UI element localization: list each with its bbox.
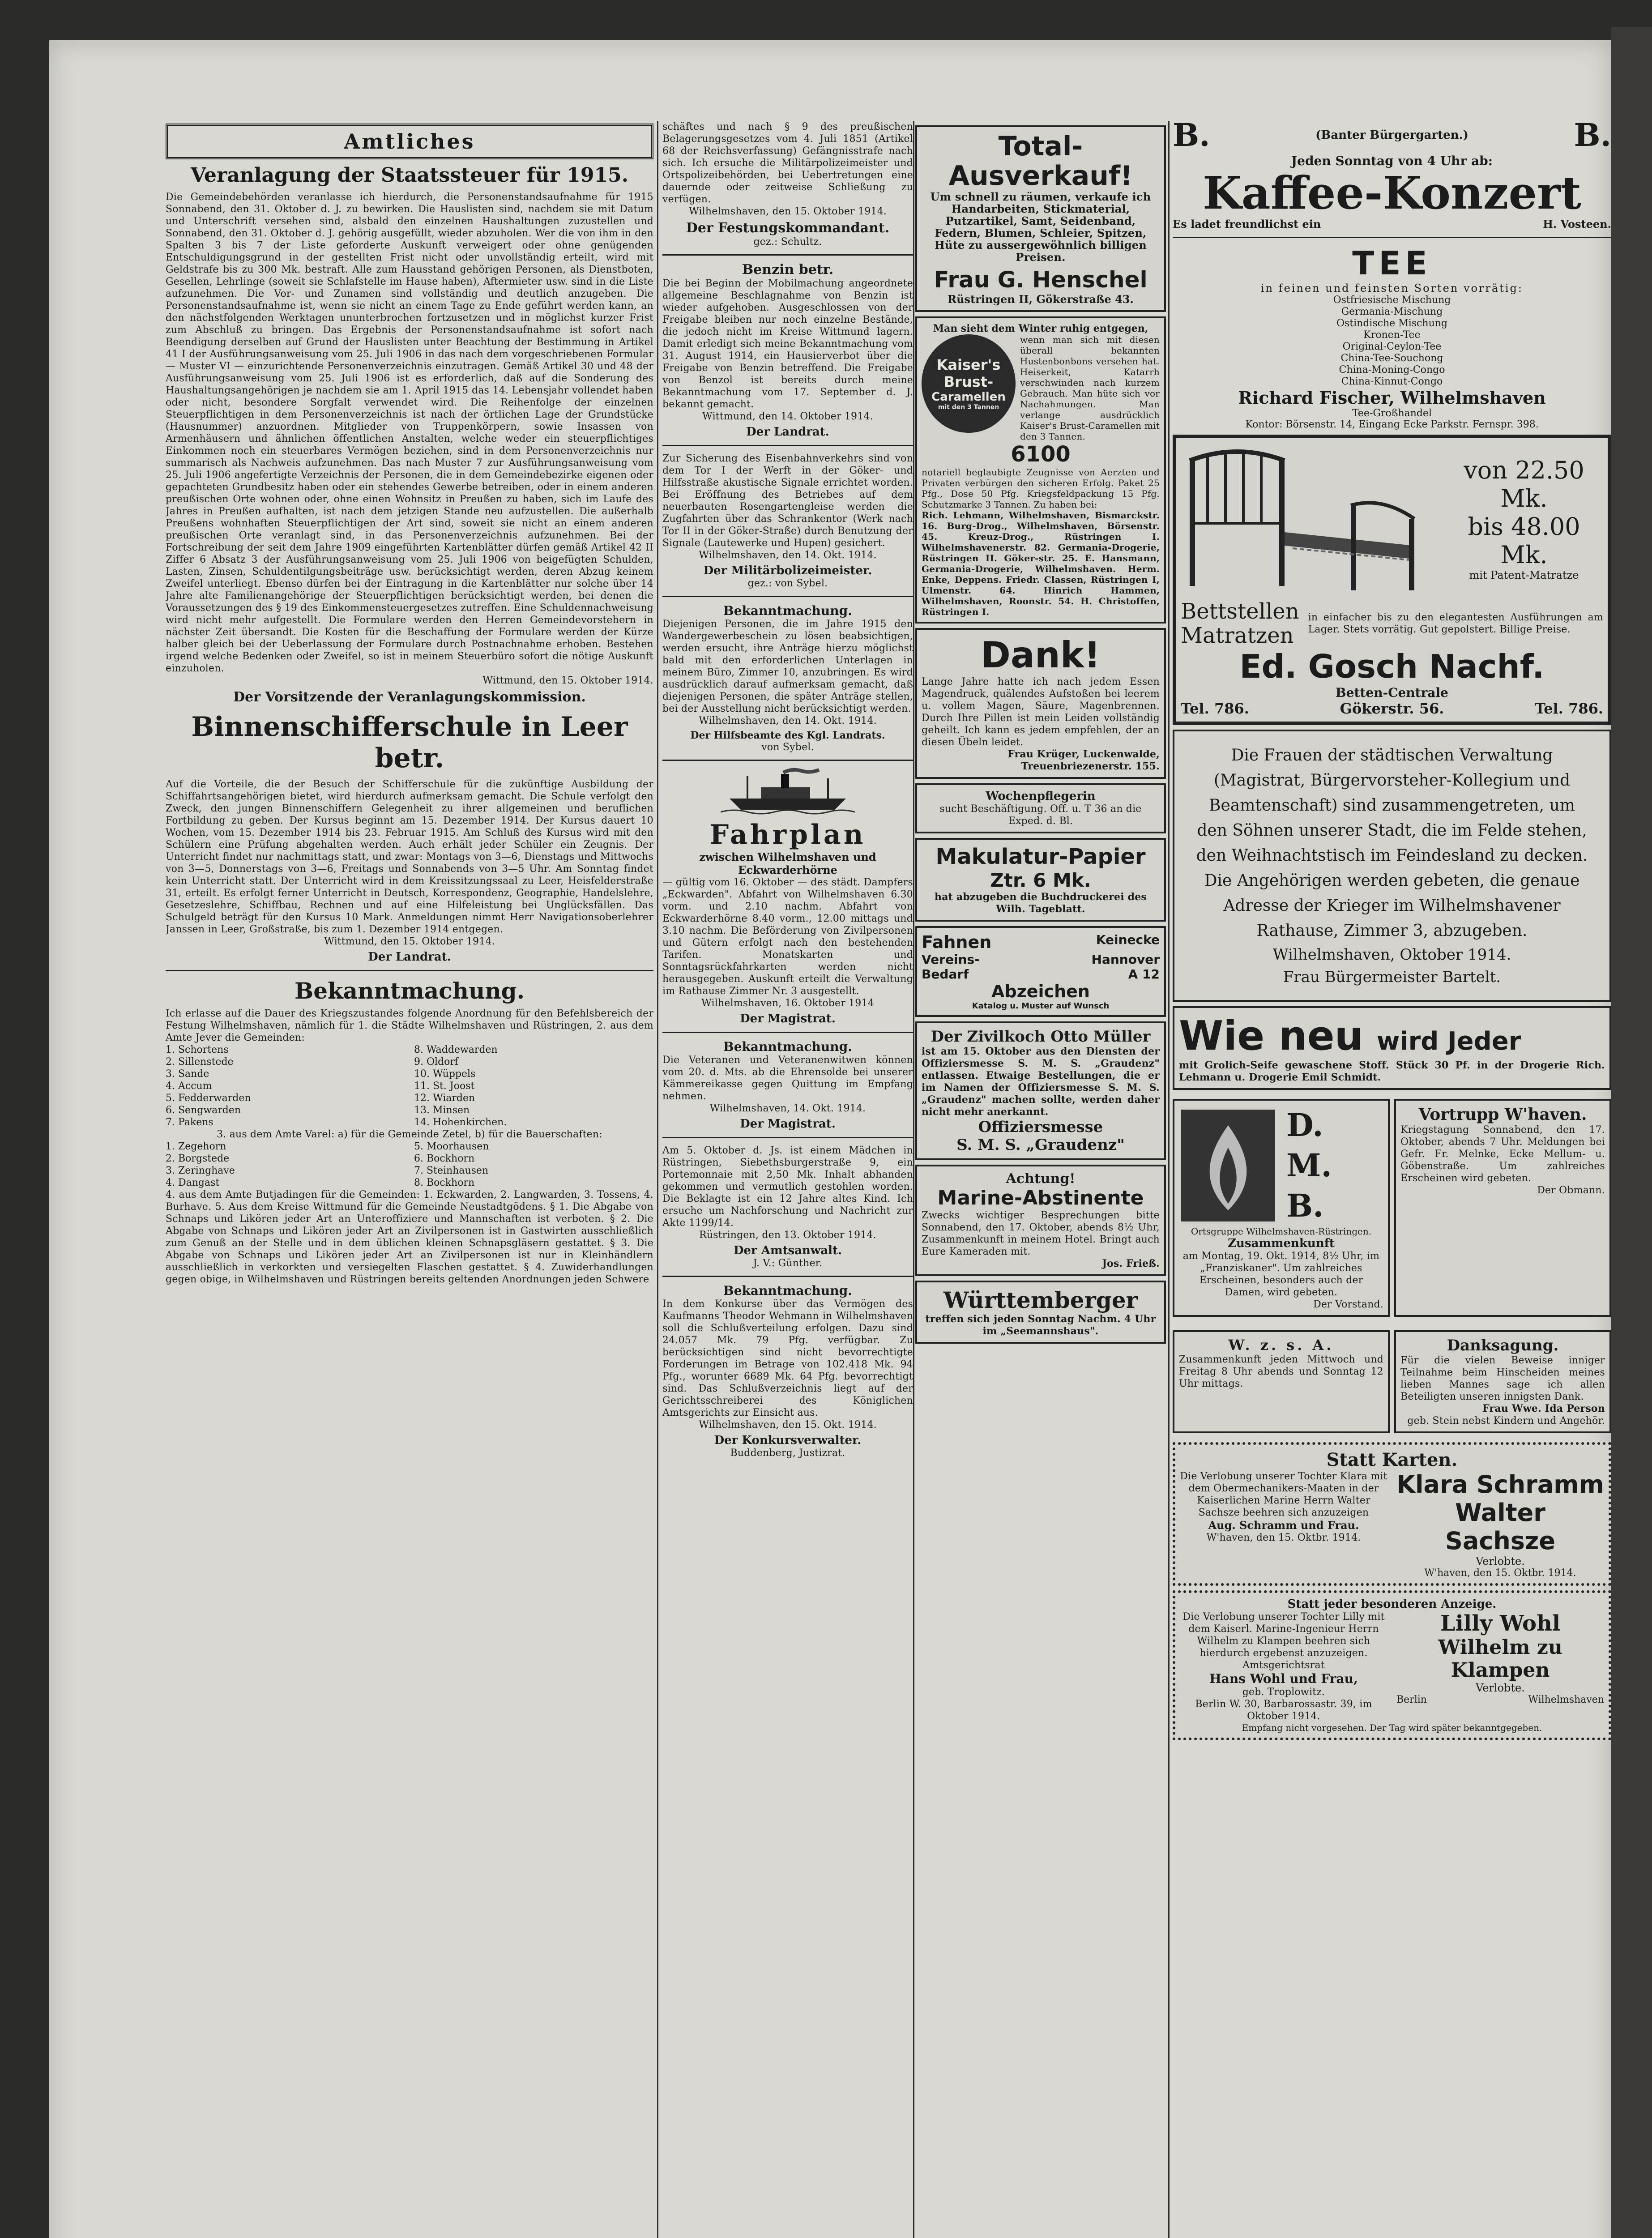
article-signature: von Sybel.	[761, 742, 814, 753]
column-3	[915, 121, 1166, 1348]
article-date: Wilhelmshaven, den 14. Okt. 1914.	[699, 550, 877, 561]
ad-line: Keinecke	[1096, 932, 1160, 947]
ad-statt-jeder-anzeige	[1173, 1590, 1611, 1740]
article-body: Am 5. Oktober d. Js. ist einem Mädchen in Rüstringen, Siebethsburgerstraße 9, ein Portemonnaie mit 2,50 Mk. Inhalt abhanden gekommen und vermutlich gestohlen worden. Die Beklagte ist ein 12 Jahre altes Kind. Ich ersuche um Nachforschung und Nachricht zur Akte 1199/14.	[662, 1145, 913, 1229]
ad-title: Dank!	[981, 634, 1101, 676]
article-body: Die bei Beginn der Mobilmachung angeordnete allgemeine Beschlagnahme von Benzin ist wieder aufgehoben. Ausgeschlossen von der Freigabe bleiben nur noch einzelne Bestände, die jedoch nicht im Kreise Wittmund lagern. Damit erledigt sich meine Bekanntmachung vom 31. August 1914, ein Hausierverbot über die Freigabe von Benzin betreffend. Die Freigabe von Benzol ist bereits durch meine Bekanntmachung vom 17. September d. J. bekannt gemacht.	[662, 278, 913, 410]
ad-letter: B.	[1574, 116, 1611, 154]
ad-body: Zusammenkunft jeden Mittwoch und Freitag 8 Uhr abends und Sonntag 12 Uhr mittags.	[1179, 1354, 1383, 1389]
article-date: Wittmund, den 15. Oktober 1914.	[482, 675, 653, 686]
ad-dealer-list: Rich. Lehmann, Wilhelmshaven, Bismarckstr. 16. Burg-Drog., Wilhelmshaven, Börsenstr. 45. Kreuz-Drog., Rüstringen I. Wilhelmshavenerstr. 82. Germania-Drogerie, Rüstringen II. Göker-str. 25. E. Hansmann, Germania-Drogerie, Wilhelmshaven. Herm. Enke, Deppens. Friedr. Classen, Rüstringen I, Ulmenstr. 64. Hinrich Hammen, Wilhelmshaven, Roonstr. 54. H. Christoffen, Rüstringen I.	[922, 510, 1160, 617]
ad-firm-name: Richard Fischer, Wilhelmshaven	[1238, 388, 1546, 408]
ad-dmb	[1173, 1099, 1390, 1317]
ad-kaisers-brust-caramellen	[915, 316, 1166, 624]
ad-title: Statt Karten.	[1326, 1449, 1458, 1470]
article-body: 3. aus dem Amte Varel: a) für die Gemeinde Zetel, b) für die Bauerschaften:	[217, 1129, 602, 1140]
article-signature: Der Landrat.	[368, 950, 451, 964]
ad-parents: geb. Troplowitz.	[1242, 1687, 1325, 1698]
ad-date: W'haven, den 15. Oktbr. 1914.	[1206, 1532, 1361, 1543]
article-title: Bekanntmachung.	[723, 1039, 852, 1054]
ad-danksagung	[1394, 1330, 1611, 1433]
divider	[662, 254, 913, 256]
article-title: Bekanntmachung.	[294, 978, 525, 1004]
article-date: Wilhelmshaven, 16. Oktober 1914	[701, 998, 874, 1009]
ad-subtitle: Tee-Großhandel	[1352, 408, 1432, 419]
ad-signature: geb. Stein nebst Kindern und Angehör.	[1407, 1415, 1605, 1427]
dmb-letter: B.	[1286, 1187, 1324, 1224]
notice-body: Die Frauen der städtischen Verwaltung (Magistrat, Bürgervorsteher-Kollegium und Beamtenschaft) sind zusammengetreten, um den Söhnen unserer Stadt, die im Felde stehen, den Weihnachtstisch im Feindesland zu decken. Die Angehörigen werden gebeten, die genaue Adresse der Krieger im Wilhelmshavener Rathause, Zimmer 3, abzugeben.	[1196, 746, 1588, 940]
ad-signature: Der Obmann.	[1537, 1185, 1605, 1196]
municipality-list	[166, 1044, 653, 1128]
ad-headline: Achtung!	[1006, 1171, 1076, 1187]
article-date: Wilhelmshaven, den 15. Okt. 1914.	[699, 1419, 877, 1431]
list-item: 4. Accum	[166, 1081, 212, 1092]
ad-word: Matratzen	[1181, 623, 1294, 648]
ad-signature: Frau Krüger, Luckenwalde, Treuenbriezenerstr. 155.	[1007, 748, 1160, 772]
ad-body: am Montag, 19. Okt. 1914, 8½ Uhr, im „Franziskaner". Um zahlreiches Erscheinen, besonders auch der Damen, wird gebeten.	[1182, 1251, 1380, 1298]
ad-title: Makulatur-Papier	[935, 844, 1146, 869]
ad-invite: Es ladet freundlichst ein	[1173, 218, 1321, 231]
ad-subtitle: Betten-Centrale	[1336, 685, 1448, 700]
ad-body: notariell beglaubigte Zeugnisse von Aerzten und Privaten verbürgen den sicheren Erfolg. Paket 25 Pfg., Dose 50 Pfg. Kriegsfeldpackung 15 Pfg. Schutzmarke 3 Tannen. Zu haben bei:	[922, 467, 1160, 510]
list-item: 3. Sande	[166, 1068, 209, 1080]
column-1	[166, 121, 653, 1286]
article-title: Veranlagung der Staatssteuer für 1915.	[190, 164, 629, 187]
ad-vortrupp	[1394, 1099, 1611, 1317]
tea-list	[1173, 295, 1611, 388]
ad-statt-karten	[1173, 1442, 1611, 1586]
ad-title: Total-Ausverkauf!	[948, 131, 1133, 192]
list-item: 6. Bockhorn	[414, 1153, 475, 1164]
list-item: 8. Waddewarden	[414, 1044, 498, 1055]
ad-line: Katalog u. Muster auf Wunsch	[972, 1001, 1110, 1011]
ad-body: hat abzugeben die Buchdruckerei des Wilh. Tageblatt.	[935, 891, 1147, 915]
divider	[662, 596, 913, 597]
ad-headline: Statt jeder besonderen Anzeige.	[1287, 1597, 1497, 1611]
divider	[662, 1032, 913, 1033]
ad-signature: Frau Wwe. Ida Person	[1482, 1403, 1605, 1414]
article-title: Benzin betr.	[742, 262, 834, 278]
article-signature: Der Hilfsbeamte des Kgl. Landrats.	[690, 730, 885, 741]
ad-body: Für die vielen Beweise inniger Teilnahme beim Hinscheiden meines lieben Mannes sage ich allen Beteiligten unseren innigsten Dank.	[1400, 1355, 1605, 1402]
ad-parents: Aug. Schramm und Frau.	[1208, 1519, 1359, 1532]
article-signature: gez.: von Sybel.	[747, 578, 828, 589]
ad-subtitle: Jeden Sonntag von 4 Uhr ab:	[1291, 154, 1493, 168]
ad-label: Verlobte.	[1476, 1555, 1525, 1567]
ad-zivilkoch	[915, 1021, 1166, 1160]
divider	[662, 760, 913, 761]
tea-item: China-Kinnut-Congo	[1341, 376, 1443, 387]
list-item: 4. Dangast	[166, 1177, 220, 1188]
ad-line: Bedarf	[922, 967, 969, 982]
ad-address: Gökerstr. 56.	[1340, 700, 1444, 717]
ad-subtitle: Ortsgruppe Wilhelmshaven-Rüstringen.	[1191, 1226, 1372, 1237]
ad-name: Walter Sachsze	[1445, 1499, 1555, 1555]
kaisers-logo-icon: Kaiser's Brust- Caramellen mit den 3 Tannen	[922, 334, 1016, 433]
ad-title: Württemberger	[943, 1287, 1138, 1313]
ad-headline: Zusammenkunft	[1228, 1237, 1335, 1250]
ad-kaffee-konzert	[1173, 116, 1611, 231]
list-item: 2. Sillenstede	[166, 1056, 234, 1068]
article-signature: Der Magistrat.	[740, 1117, 836, 1131]
list-item: 8. Bockhorn	[414, 1177, 475, 1188]
ad-name: Wilhelm zu Klampen	[1438, 1636, 1562, 1682]
article-date: Wilhelmshaven, den 14. Okt. 1914.	[699, 715, 877, 726]
ad-number: 6100	[1011, 442, 1071, 467]
article-signature: Der Konkursverwalter.	[714, 1434, 862, 1447]
ad-title: Marine-Abstinente	[937, 1187, 1144, 1209]
article-body: 4. aus dem Amte Butjadingen für die Gemeinden: 1. Eckwarden, 2. Langwarden, 3. Tossens, 4. Burhave. 5. Aus dem Kreise Wittmund für die Gemeinde Neustadtgödens. § 1. Die Abgabe von Schnaps und Likören jeder Art an Unteroffiziere und Mannschaften ist verboten. § 2. Die Abgabe von Schnaps und Likören jeder Art an Zivilpersonen ist in Gastwirten ausschließlich zum Genuß an der Stelle und in dem üblichen kleinen Schnapsgläsern gestattet. § 3. Die Abgabe von Schnaps und Likören jeder Art an Zivilpersonen ist nur in Kleinhändlern ausschließlich in verkorkten und versiegelten Flaschen gestattet. § 4. Zuwiderhandlungen gegen obige, in Wilhelmshaven und Rüstringen bereits geltenden Anordnungen jeden Schwere	[166, 1189, 653, 1285]
ad-note: mit Patent-Matratze	[1469, 569, 1579, 581]
ad-address: Rüstringen II, Gökerstraße 43.	[948, 293, 1134, 306]
tea-item: Ostindische Mischung	[1336, 318, 1448, 329]
ad-signature: Offiziersmesse	[978, 1118, 1103, 1136]
list-item: 1. Schortens	[166, 1044, 229, 1055]
list-item: 7. Steinhausen	[414, 1165, 489, 1176]
list-item: 2. Borgstede	[166, 1153, 230, 1164]
ad-wuerttemberger	[915, 1281, 1166, 1344]
ad-title: Wie neu	[1179, 1012, 1363, 1059]
ad-dank	[915, 628, 1166, 779]
ad-line: A 12	[1128, 967, 1160, 982]
article-signature: Der Amtsanwalt.	[733, 1244, 842, 1257]
list-item: 10. Wüppels	[414, 1068, 476, 1080]
tea-item: China-Tee-Souchong	[1340, 353, 1443, 364]
ad-wochenpflegerin	[915, 783, 1166, 833]
ad-body: ist am 15. Oktober aus den Diensten der Offiziersmesse S. M. S. „Graudenz" entlassen. Etwaige Bestellungen, die er im Namen der Offiziersmesse S. M. S. „Graudenz" machen sollte, werden daher nicht mehr anerkannt.	[922, 1046, 1160, 1118]
article-signature: Der Militärbolizeimeister.	[703, 564, 872, 577]
article-body: Ich erlasse auf die Dauer des Kriegszustandes folgende Anordnung für den Befehlsbereich der Festung Wilhelmshaven, nämlich für 1. die Städte Wilhelmshaven und Rüstringen, 2. aus dem Amte Jever die Gemeinden:	[166, 1008, 653, 1043]
list-item: 11. St. Joost	[414, 1081, 475, 1092]
ad-firm-name: Frau G. Henschel	[934, 267, 1148, 293]
dmb-letters	[1286, 1105, 1332, 1226]
ad-line: Abzeichen	[991, 982, 1090, 1001]
column-4	[1173, 116, 1611, 1745]
ad-title: Der Zivilkoch Otto Müller	[931, 1028, 1151, 1046]
ad-city: Berlin	[1396, 1694, 1427, 1705]
ad-address: Kontor: Börsenstr. 14, Eingang Ecke Parkstr. Fernspr. 398.	[1245, 419, 1539, 430]
steamship-icon	[721, 767, 855, 816]
ad-signature: S. M. S. „Graudenz"	[956, 1136, 1125, 1154]
article-body: schäftes und nach § 9 des preußischen Belagerungsgesetzes vom 4. Juli 1851 (Artikel 68 der Reichsverfassung) Gefängnisstrafe nach sich. Ich ersuche die Militärpolizeimeister und Ortspolizeibehörden, bei Uebertretungen eine dauernde oder zeitweise Schließung zu verfügen.	[662, 121, 913, 205]
ad-body: sucht Beschäftigung. Off. u. T 36 an die Exped. d. Bl.	[939, 803, 1142, 827]
ad-wzsa	[1173, 1330, 1390, 1433]
ad-title: TEE	[1352, 244, 1432, 282]
ad-signature: H. Vosteen.	[1543, 218, 1611, 231]
article-body: Auf die Vorteile, die der Besuch der Schifferschule für die zukünftige Ausbildung der Schiffahrtsangehörigen bietet, wird hierdurch aufmerksam gemacht. Die Schule verfolgt den Zweck, den jungen Binnenschiffern Gelegenheit zu ihrer allgemeinen und beruflichen Fortbildung zu geben. Der Kursus beginnt am 15. Dezember 1914. Der Kursus dauert 10 Wochen, vom 15. Dezember 1914 bis 23. Februar 1915. Am Schluß des Kursus wird mit den Schülern eine Prüfung abgehalten werden. Auch erhält jeder Schüler ein Zeugnis. Der Unterricht findet nur nachmittags statt, und zwar: Montags von 3—6, Dienstags und Mittwochs von 3—5, Donnerstags von 3—6, Freitags und Sonnabends von 3—5 Uhr. Am Sonntag findet kein Unterricht statt. Der Unterricht wird in dem Kreissitzungssaal zu Leer, Heisfelderstraße 31, erteilt. Es erfolgt ferner Unterricht in Deutsch, Korrespondenz, Geographie, Handelslehre, Gesetzeslehre, Schiffbau, Rechnen und auf eine Hilfeleistung bei Unglücksfällen. Das Schulgeld beträgt für den Kursus 10 Mark. Anmeldungen nimmt Herr Navigationsoberlehrer Janssen in Leer, Großstraße, bis zum 1. Dezember 1914 entgegen.	[166, 779, 653, 935]
article-body: Die Gemeindebehörden veranlasse ich hierdurch, die Personenstandsaufnahme für 1915 Sonnabend, den 31. Oktober d. J. zu bewirken. Die Hauslisten sind, nachdem sie mit Datum und Unterschrift versehen sind, alsbald den einzelnen Haushaltungen zuzustellen und Sonnabend, den 31. Oktober d. J. gehörig ausgefüllt, wieder abzuholen. Wer die von ihm in den Spalten 3 bis 7 der Liste geforderte Auskunft verweigert oder ohne genügenden Entschuldigungsgrund in der gestellten Frist nicht oder unvollständig erteilt, wird mit Geldstrafe bis zu 300 Mk. bestraft. Alle zum Hausstand gehörigen Personen, als Dienstboten, Gesellen, Lehrlinge (soweit sie Schlafstelle im Hause haben), Aftermieter usw. sind in die Liste aufzunehmen. Die Vor- und Zunamen sind vollständig und deutlich anzugeben. Die Personenstandsaufnahme ist, wenn sie nicht an einem Tage zu Ende geführt werden kann, an den nächstfolgenden Werktagen ununterbrochen fortzusetzen und in möglichst kurzer Frist zum Abschluß zu bringen. Das Ergebnis der Personenstandsaufnahme ist sofort nach Beendigung derselben auf Grund der Hauslisten unter Beachtung der Bestimmung in Artikel 41 I der Ausführungsanweisung vom 25. Juli 1906 in das nach dem vorgeschriebenen Formular — Muster VI — einzurichtende Personenverzeichnis einzutragen. Gemäß Artikel 30 und 48 der Ausführungsanweisung vom 25. Juli 1906 ist es erforderlich, daß auf die Sonderung des Haushaltungsangehörigen je nachdem sie am 1. April 1915 das 14. Lebensjahr vollendet haben oder nicht, besondere Sorgfalt verwendet wird. Die Reihenfolge der einzelnen Steuerpflichtigen in dem Personenverzeichnis ist nach der örtlichen Lage der Grundstücke (Hausnummer) anzuordnen. Mitglieder von Truppenkörpern, sowie Insassen von Armenhäusern und ähnlichen öffentlichen Anstalten, welche weder ein steuerpflichtiges Einkommen noch ein steuerbares Vermögen beziehen, sind in dem Personenverzeichnis nur summarisch als Nachweis aufzunehmen. Das nach Muster 7 zur Ausführungsanweisung vom 25. Juli 1906 angefertigte Verzeichnis der Personen, die in dem Gemeindebezirke eigenen oder gepachteten Grundbesitz haben oder ein stehendes Gewerbe betreiben, oder in einem anderen preußischen Orte wohnen oder, ohne einen Wohnsitz in Preußen zu haben, sich im Laufe des Jahres in Preußen aufhalten, ist nach dem jetzigen Stande neu aufzustellen. Die außerhalb Preußens wohnhaften Steuerpflichtigen der Art sind, soweit sie nicht an einem anderen preußischen Orte veranlagt sind, in das Personenverzeichnis aufzunehmen. Bei der Fortschreibung der seit dem Jahre 1909 eingeführten Kartenblätter dürfen gemäß Artikel 42 II Ziffer 6 Absatz 3 der Ausführungsanweisung vom 25. Juli 1906 von beigefügten Schulden, Lasten, Zinsen, Schuldentilgungsbeiträge usw. berücksichtigt werden, deren Abzug keinem Zweifel unterliegt. Ebenso dürfen bei der Eintragung in die Kartenblätter nur solche über 14 Jahre alte Familienangehörige der Steuerpflichtigen berücksichtigt werden, bei denen die Voraussetzungen des § 19 des Einkommensteuergesetzes zutreffen. Eine Schuldennachweisung wird nicht mehr aufgestellt. Die Formulare werden den Herren Gemeindevorstehern in nächster Zeit übersandt. Die Kosten für die Beschaffung der Formulare werden der Kürze halber gleich bei der Ueberlassung der Formulare durch Postnachnahme erhoben. Bestehen irgend welche Bedenken oder Zweifel, so ist in meinem Steuerbüro sofort die nötige Auskunft einzuholen.	[166, 192, 653, 674]
ad-makulatur	[915, 838, 1166, 922]
article-title: Bekanntmachung.	[723, 1283, 852, 1298]
article-signature: Der Vorsitzende der Veranlagungskommission.	[233, 689, 586, 705]
ad-headline: Man sieht dem Winter ruhig entgegen,	[933, 323, 1148, 334]
ad-line: Fahnen	[922, 932, 992, 952]
article-title: Fahrplan	[709, 819, 866, 850]
article-signature: Der Magistrat.	[740, 1012, 836, 1025]
ad-body: in einfacher bis zu den elegantesten Ausführungen am Lager. Stets vorrätig. Gut gepolstert. Billige Preise.	[1308, 612, 1603, 635]
tea-item: Ostfriesische Mischung	[1333, 295, 1451, 306]
ad-subtitle: Amtsgerichtsrat	[1242, 1660, 1325, 1671]
article-body: In dem Konkurse über das Vermögen des Kaufmanns Theodor Wehmann in Wilhelmshaven soll die Schlußverteilung erfolgen. Dazu sind 24.057 Mk. 79 Pfg. verfügbar. Zu berücksichtigen sind nicht bevorrechtigte Forderungen im Betrage von 102.418 Mk. 94 Pfg., worunter 6689 Mk. 64 Pfg. bevorrechtigt sind. Das Schlußverzeichnis liegt auf der Gerichtsschreiberei des Königlichen Amtsgerichts zur Einsicht aus.	[662, 1298, 913, 1418]
ad-signature: Jos. Frieß.	[1102, 1258, 1160, 1269]
ad-title: Vortrupp W'haven.	[1418, 1105, 1587, 1124]
ad-parents: Hans Wohl und Frau,	[1209, 1671, 1358, 1686]
article-title: Bekanntmachung.	[723, 603, 852, 618]
ad-title: Wochenpflegerin	[986, 790, 1096, 803]
ad-title: Danksagung.	[1447, 1337, 1559, 1354]
flame-emblem-icon	[1179, 1107, 1277, 1224]
article-date: Wilhelmshaven, 14. Okt. 1914.	[709, 1103, 866, 1114]
article-date: Wittmund, den 14. Oktober 1914.	[702, 411, 873, 422]
list-item: 3. Zeringhave	[166, 1165, 235, 1176]
ad-phone: Tel. 786.	[1535, 700, 1603, 717]
list-item: 7. Pakens	[166, 1117, 213, 1128]
ad-total-ausverkauf	[915, 125, 1166, 312]
list-item: 14. Hohenkirchen.	[414, 1117, 507, 1128]
dmb-letter: D.	[1286, 1106, 1323, 1144]
divider	[662, 445, 913, 446]
ad-body: Lange Jahre hatte ich nach jedem Essen Magendruck, quälendes Aufstoßen bei leerem u. vollem Magen, Säure, Magenbrennen. Durch Ihre Pillen ist mein Leiden vollständig geheilt. Ich kann es jedem empfehlen, der an diesen Übeln leidet.	[922, 676, 1160, 748]
list-item: 9. Oldorf	[414, 1056, 459, 1068]
article-date: Rüstringen, den 13. Oktober 1914.	[699, 1230, 876, 1241]
list-item: 5. Moorhausen	[414, 1141, 489, 1152]
ad-fahnen-keinecke	[915, 926, 1166, 1017]
article-subtitle: zwischen Wilhelmshaven und Eckwarderhörne	[699, 850, 876, 876]
column-2	[662, 121, 913, 1459]
tea-item: Original-Ceylon-Tee	[1342, 341, 1442, 352]
municipality-list	[166, 1140, 653, 1189]
tea-item: Kronen-Tee	[1363, 329, 1421, 341]
ad-signature: Der Vorstand.	[1313, 1299, 1383, 1310]
divider	[662, 1137, 913, 1138]
article-signature: Buddenberg, Justizrat.	[730, 1448, 845, 1459]
scanner-edge	[1611, 27, 1652, 2238]
ad-price: von 22.50 Mk.	[1464, 456, 1584, 513]
ad-phone: Tel. 786.	[1181, 700, 1249, 717]
divider	[662, 1276, 913, 1277]
ad-note: Empfang nicht vorgesehen. Der Tag wird später bekanntgegeben.	[1242, 1722, 1542, 1733]
article-date: Wilhelmshaven, den 15. Oktober 1914.	[688, 206, 887, 217]
ad-date: W'haven, den 15. Oktbr. 1914.	[1424, 1567, 1576, 1579]
ad-line: Vereins-	[922, 952, 980, 967]
ad-name: Lilly Wohl	[1440, 1611, 1561, 1636]
notice-date: Wilhelmshaven, Oktober 1914.	[1272, 946, 1511, 964]
notice-frauen-verwaltung	[1173, 730, 1611, 1002]
list-item: 5. Fedderwarden	[166, 1093, 251, 1104]
ad-word: Bettstellen	[1181, 599, 1299, 624]
ad-title: W. z. s. A.	[1228, 1337, 1334, 1354]
article-body: Zur Sicherung des Eisenbahnverkehrs sind von dem Tor I der Werft in der Göker- und Hilfsstraße akustische Signale errichtet worden. Bei Eröffnung des Betriebes auf dem neuerbauten Rosengartengleise werden die Zugfahrten über das Schrankentor (Werk nach Tor II in der Göker-Straße) durch Benutzung der Signale (Lautewerke und Hupen) gesichert.	[662, 453, 913, 549]
ad-tee	[1173, 244, 1611, 430]
ad-line: Hannover	[1091, 952, 1160, 967]
list-item: 13. Minsen	[414, 1105, 470, 1116]
ad-body: Um schnell zu räumen, verkaufe ich Handarbeiten, Stickmaterial, Putzartikel, Samt, Seidenband, Federn, Blumen, Schleier, Spitzen, Hüte zu aussergewöhnlich billigen Preisen.	[930, 190, 1151, 264]
ad-place: Berlin W. 30, Barbarossastr. 39, im Oktober 1914.	[1195, 1699, 1372, 1722]
ad-letter: B.	[1173, 116, 1210, 154]
ad-gosch-betten	[1173, 435, 1611, 725]
ad-firm-name: Ed. Gosch Nachf.	[1239, 648, 1545, 685]
ad-body: mit Grolich-Seife gewaschene Stoff. Stück 30 Pf. in der Drogerie Rich. Lehmann u. Drogerie Emil Schmidt.	[1179, 1059, 1605, 1083]
article-body: Diejenigen Personen, die im Jahre 1915 den Wandergewerbeschein zu lösen beabsichtigen, werden ersucht, ihre Anträge hierzu möglichst bald mit den erforderlichen Unterlagen in meinem Büro, Zimmer 10, anzubringen. Es wird ausdrücklich darauf aufmerksam gemacht, daß diejenigen Personen, die später Anträge stellen, bei der Ausstellung nicht berücksichtigt werden.	[662, 619, 913, 714]
ad-title: wird Jeder	[1376, 1027, 1521, 1056]
divider	[1173, 237, 1611, 238]
bed-frame-icon	[1181, 443, 1431, 595]
ad-body: Kriegstagung Sonnabend, den 17. Oktober, abends 7 Uhr. Meldungen bei Gefr. Fr. Melnke, Ecke Mellum- u. Göbenstraße. Um zahlreiches Erscheinen wird gebeten.	[1400, 1124, 1605, 1184]
article-title: Binnenschifferschule in Leer betr.	[191, 711, 628, 774]
notice-signature: Frau Bürgermeister Bartelt.	[1283, 968, 1501, 986]
tea-item: China-Moning-Congo	[1339, 364, 1445, 376]
article-date: Wittmund, den 15. Oktober 1914.	[324, 936, 495, 947]
ad-title: Kaffee-Konzert	[1203, 167, 1581, 219]
section-header: Amtliches	[166, 124, 653, 159]
ad-label: Verlobte.	[1476, 1682, 1525, 1694]
ad-price: bis 48.00 Mk.	[1468, 513, 1580, 569]
ad-body: Die Verlobung unserer Tochter Lilly mit dem Kaiserl. Marine-Ingenieur Herrn Wilhelm zu Klampen beehren sich hierdurch ergebenst anzuzeigen.	[1182, 1611, 1385, 1659]
ad-body: Die Verlobung unserer Tochter Klara mit dem Obermechanikers-Maaten in der Kaiserlichen Marine Herrn Walter Sachsze beehren sich anzuzeigen	[1180, 1471, 1387, 1518]
article-body: Die Veteranen und Veteranenwitwen können vom 20. d. Mts. ab die Ehrensolde bei unserer Kämmereikasse gegen Quittung im Empfang nehmen.	[662, 1055, 913, 1102]
ad-wie-neu	[1173, 1006, 1611, 1090]
article-signature: J. V.: Günther.	[753, 1258, 823, 1269]
ad-subtitle: in feinen und feinsten Sorten vorrätig:	[1261, 282, 1523, 295]
article-signature: Der Festungskommandant.	[686, 220, 890, 236]
column-rule	[657, 121, 658, 2238]
ad-body: wenn man sich mit diesen überall bekannten Hustenbonbons versehen hat. Heiserkeit, Katarrh verschwinden nach kurzem Gebrauch. Man hüte sich vor Nachahmungen. Man verlange ausdrücklich Kaiser's Brust-Caramellen mit den 3 Tannen.	[1020, 334, 1160, 442]
ad-price: Ztr. 6 Mk.	[990, 869, 1091, 891]
article-signature: gez.: Schultz.	[753, 236, 822, 248]
ad-subtitle: (Banter Bürgergarten.)	[1315, 128, 1468, 142]
ad-city: Wilhelmshaven	[1528, 1694, 1604, 1705]
dmb-letter: M.	[1286, 1147, 1332, 1184]
ad-body: treffen sich jeden Sonntag Nachm. 4 Uhr im „Seemannshaus".	[925, 1313, 1156, 1337]
ad-marine-abstinente	[915, 1165, 1166, 1276]
column-rule	[1168, 121, 1170, 2238]
tea-item: Germania-Mischung	[1341, 306, 1443, 317]
ad-body: Zwecks wichtiger Besprechungen bitte Sonnabend, den 17. Oktober, abends 8½ Uhr, Zusammenkunft in meinem Hotel. Bringt auch Eure Kameraden mit.	[922, 1210, 1160, 1257]
article-signature: Der Landrat.	[746, 425, 829, 439]
list-item: 6. Sengwarden	[166, 1105, 241, 1116]
list-item: 1. Zegehorn	[166, 1141, 226, 1152]
list-item: 12. Wiarden	[414, 1093, 475, 1104]
column-rule	[913, 121, 914, 2238]
divider	[166, 970, 653, 971]
article-body: — gültig vom 16. Oktober — des städt. Dampfers „Eckwarden". Abfahrt von Wilhelmshaven 6.30 vorm. und 2.10 nachm. Abfahrt von Eckwarderhörne 8.40 vorm., 12.00 mittags und 3.10 nachm. Die Beförderung von Zivilpersonen und Gütern erfolgt nach den bestehenden Tarifen. Monatskarten und Sonntagsrückfahrkarten werden nicht herausgegeben. Auskunft erteilt die Verwaltung im Rathause Zimmer Nr. 3 ausgestellt.	[662, 877, 913, 997]
ad-name: Klara Schramm	[1396, 1470, 1604, 1499]
